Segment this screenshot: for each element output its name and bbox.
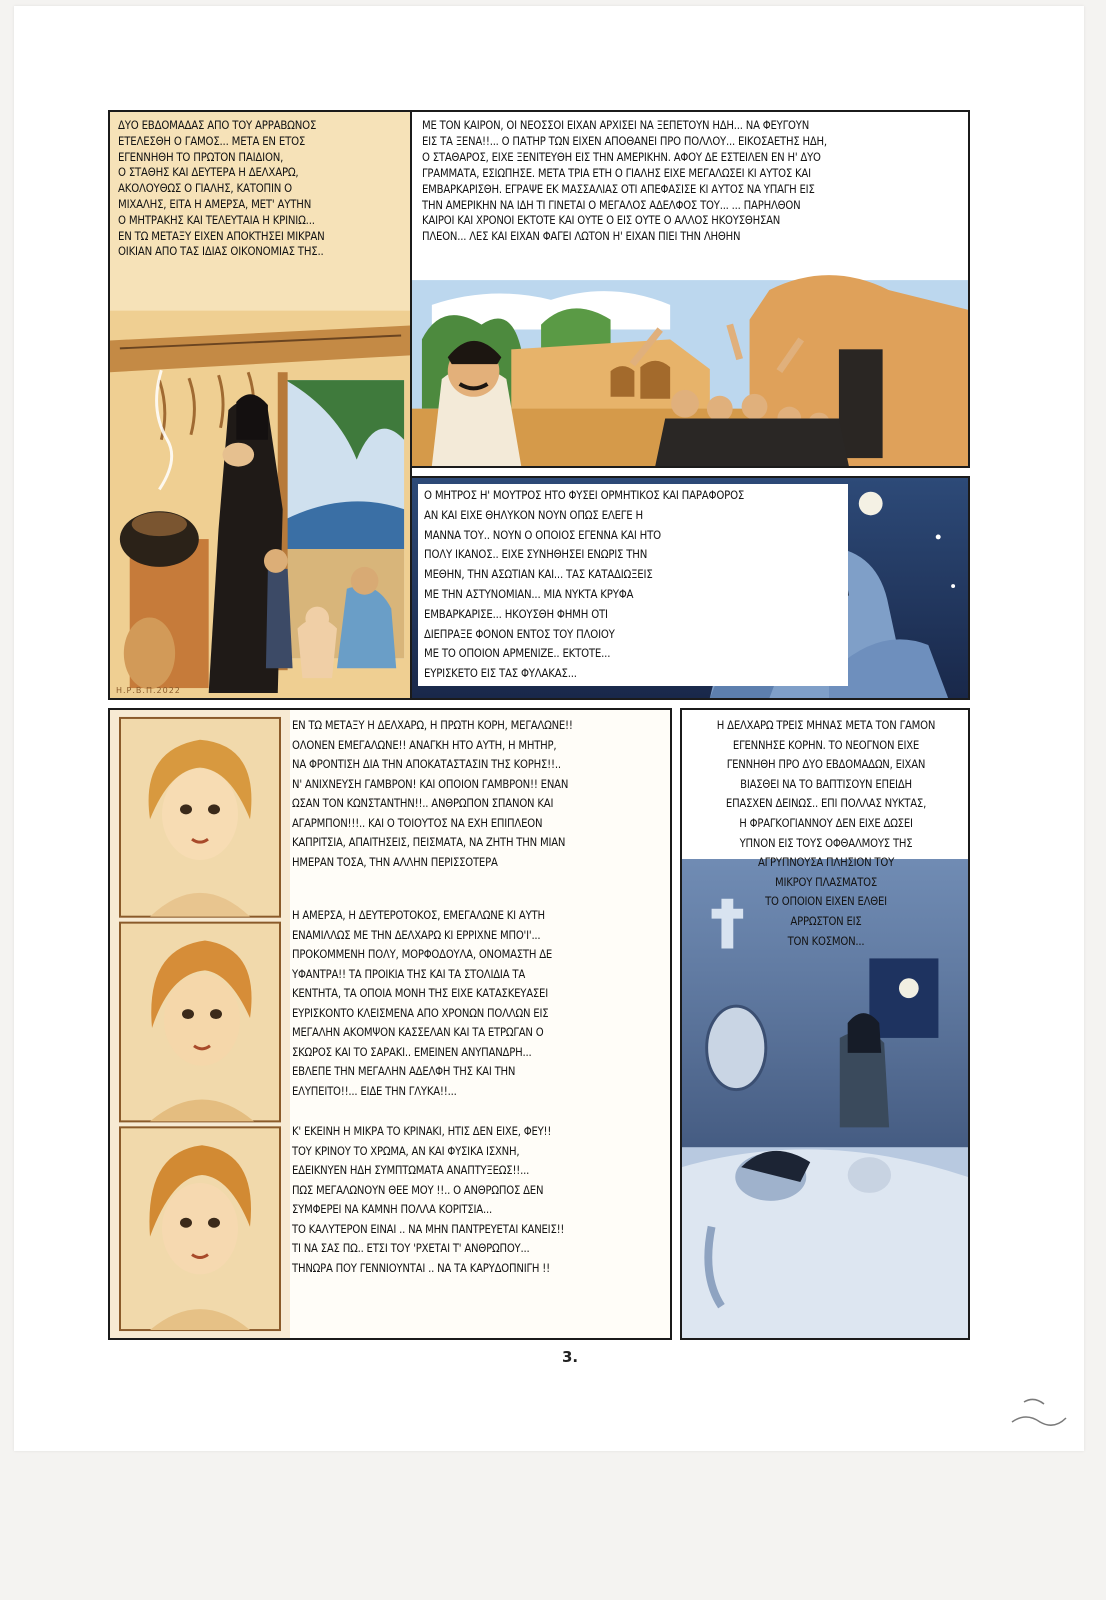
panel-2-caption: ΜΕ ΤΟΝ ΚΑΙΡΟΝ, ΟΙ ΝΕΟΣΣΟΙ ΕΙΧΑΝ ΑΡΧΙΣΕΙ ΝΑ ΞΕΠΕΤΟΥΝ ΗΔΗ... ΝΑ ΦΕΥΓΟΥΝ ΕΙΣ ΤΑ ΞΕΝΑ!!... Ο ΠΑΤΗΡ ΤΩΝ ΕΙΧΕΝ ΑΠΟΘΑΝΕΙ ΠΡΟ ΠΟΛΛΟΥ... ΕΙΚΟΣΑΕΤΗΣ ΗΔΗ, Ο ΣΤΑΘΑΡΟΣ, ΕΙΧΕ ΞΕΝΙΤΕΥΘΗ ΕΙΣ ΤΗΝ ΑΜΕΡΙΚΗΝ. ΑΦΟΥ ΔΕ ΕΣΤΕΙΛΕΝ ΕΝ Η' ΔΥΟ ΓΡΑΜΜΑΤΑ, ΕΣΙΩΠΗΣΕ. ΜΕΤΑ ΤΡΙΑ ΕΤΗ Ο ΓΙΑΛΗΣ ΕΙΧΕ ΜΕΓΑΛΩΣΕΙ ΚΙ ΑΥΤΟΣ ΚΑΙ ΕΜΒΑΡΚΑΡΙΣΘΗ. ΕΓΡΑΨΕ ΕΚ ΜΑΣΣΑΛΙΑΣ ΟΤΙ ΑΠΕΦΑΣΙΣΕ ΚΙ ΑΥΤΟΣ ΝΑ ΥΠΑΓΗ ΕΙΣ ΤΗΝ ΑΜΕΡΙΚΗΝ ΝΑ ΙΔΗ ΤΙ ΓΙΝΕΤΑΙ Ο ΜΕΓΑΛΟΣ ΑΔΕΛΦΟΣ ΤΟΥ... ... ΠΑΡΗΛΘΟΝ ΚΑΙΡΟΙ ΚΑΙ ΧΡΟΝΟΙ ΕΚΤΟΤΕ ΚΑΙ ΟΥΤΕ Ο ΕΙΣ ΟΥΤΕ Ο ΑΛΛΟΣ ΗΚΟΥΣΘΗΣΑΝ ΠΛΕΟΝ... ΛΕΣ ΚΑΙ ΕΙΧΑΝ ΦΑΓΕΙ ΛΩΤΟΝ Η' ΕΙΧΑΝ ΠΙΕΙ ΤΗΝ ΛΗΘΗΝ — [422, 118, 966, 245]
panel-4-caption-krinio: Κ' ΕΚΕΙΝΗ Η ΜΙΚΡΑ ΤΟ ΚΡΙΝΑΚΙ, ΗΤΙΣ ΔΕΝ ΕΙΧΕ, ΦΕΥ!! ΤΟΥ ΚΡΙΝΟΥ ΤΟ ΧΡΩΜΑ, ΑΝ ΚΑΙ ΦΥΣΙΚΑ ΙΣΧΝΗ, ΕΔΕΙΚΝΥΕΝ ΗΔΗ ΣΥΜΠΤΩΜΑΤΑ ΑΝΑΠΤΥΞΕΩΣ!!... ΠΩΣ ΜΕΓΑΛΩΝΟΥΝ ΘΕΕ ΜΟΥ !!.. Ο ΑΝΘΡΩΠΟΣ ΔΕΝ ΣΥΜΦΕΡΕΙ ΝΑ ΚΑΜΝΗ ΠΟΛΛΑ ΚΟΡΙΤΣΙΑ... ΤΟ ΚΑΛΥΤΕΡΟΝ ΕΙΝΑΙ .. ΝΑ ΜΗΝ ΠΑΝΤΡΕΥΕΤΑΙ ΚΑΝΕΙΣ!! ΤΙ ΝΑ ΣΑΣ ΠΩ.. ΕΤΣΙ ΤΟΥ 'ΡΧΕΤΑΙ Τ' ΑΝΘΡΩΠΟΥ... ΤΗΝΩΡΑ ΠΟΥ ΓΕΝΝΙΟΥΝΤΑΙ .. ΝΑ ΤΑ ΚΑΡΥΔΟΠΝΙΓΗ !! — [292, 1125, 565, 1275]
panel-1-caption: ΔΥΟ ΕΒΔΟΜΑΔΑΣ ΑΠΟ ΤΟΥ ΑΡΡΑΒΩΝΟΣ ΕΤΕΛΕΣΘΗ Ο ΓΑΜΟΣ... ΜΕΤΑ ΕΝ ΕΤΟΣ ΕΓΕΝΝΗΘΗ ΤΟ ΠΡΩΤΟΝ ΠΑΙΔΙΟΝ, Ο ΣΤΑΘΗΣ ΚΑΙ ΔΕΥΤΕΡΑ Η ΔΕΛΧΑΡΩ, ΑΚΟΛΟΥΘΩΣ Ο ΓΙΑΛΗΣ, ΚΑΤΟΠΙΝ Ο ΜΙΧΑΛΗΣ, ΕΙΤΑ Η ΑΜΕΡΣΑ, ΜΕΤ' ΑΥΤΗΝ Ο ΜΗΤΡΑΚΗΣ ΚΑΙ ΤΕΛΕΥΤΑΙΑ Η ΚΡΙΝΙΩ... ΕΝ ΤΩ ΜΕΤΑΞΥ ΕΙΧΕΝ ΑΠΟΚΤΗΣΕΙ ΜΙΚΡΑΝ ΟΙΚΙΑΝ ΑΠΟ ΤΑΣ ΙΔΙΑΣ ΟΙΚΟΝΟΜΙΑΣ ΤΗΣ.. — [118, 119, 325, 259]
panel-5-caption: Η ΔΕΛΧΑΡΩ ΤΡΕΙΣ ΜΗΝΑΣ ΜΕΤΑ ΤΟΝ ΓΑΜΟΝ ΕΓΕΝΝΗΣΕ ΚΟΡΗΝ. ΤΟ ΝΕΟΓΝΟΝ ΕΙΧΕ ΓΕΝΝΗΘΗ ΠΡΟ ΔΥΟ ΕΒΔΟΜΑΔΩΝ, ΕΙΧΑΝ ΒΙΑΣΘΕΙ ΝΑ ΤΟ ΒΑΠΤΙΣΟΥΝ ΕΠΕΙΔΗ ΕΠΑΣΧΕΝ ΔΕΙΝΩΣ.. ΕΠΙ ΠΟΛΛΑΣ ΝΥΚΤΑΣ, Η ΦΡΑΓΚΟΓΙΑΝΝΟΥ ΔΕΝ ΕΙΧΕ ΔΩΣΕΙ ΥΠΝΟΝ ΕΙΣ ΤΟΥΣ ΟΦΘΑΛΜΟΥΣ ΤΗΣ ΑΓΡΥΠΝΟΥΣΑ ΠΛΗΣΙΟΝ ΤΟΥ ΜΙΚΡΟΥ ΠΛΑΣΜΑΤΟΣ ΤΟ ΟΠΟΙΟΝ ΕΙΧΕΝ ΕΛΘΕΙ ΑΡΡΩΣΤΟΝ ΕΙΣ ΤΟΝ ΚΟΣΜΟΝ... — [716, 719, 936, 948]
panel-4-caption-delcharo: ΕΝ ΤΩ ΜΕΤΑΞΥ Η ΔΕΛΧΑΡΩ, Η ΠΡΩΤΗ ΚΟΡΗ, ΜΕΓΑΛΩΝΕ!! ΟΛΟΝΕΝ ΕΜΕΓΑΛΩΝΕ!! ΑΝΑΓΚΗ ΗΤΟ ΑΥΤΗ, Η ΜΗΤΗΡ, ΝΑ ΦΡΟΝΤΙΣΗ ΔΙΑ ΤΗΝ ΑΠΟΚΑΤΑΣΤΑΣΙΝ ΤΗΣ ΚΟΡΗΣ!!.. Ν' ΑΝΙΧΝΕΥΣΗ ΓΑΜΒΡΟΝ! ΚΑΙ ΟΠΟΙΟΝ ΓΑΜΒΡΟΝ!! ΕΝΑΝ ΩΣΑΝ ΤΟΝ ΚΩΝΣΤΑΝΤΗΝ!!.. ΑΝΘΡΩΠΟΝ ΣΠΑΝΟΝ ΚΑΙ ΑΓΑΡΜΠΟΝ!!!.. ΚΑΙ Ο ΤΟΙΟΥΤΟΣ ΝΑ ΕΧΗ ΕΠΙΠΛΕΟΝ ΚΑΠΡΙΤΣΙΑ, ΑΠΑΙΤΗΣΕΙΣ, ΠΕΙΣΜΑΤΑ, ΝΑ ΖΗΤΗ ΤΗΝ ΜΙΑΝ ΗΜΕΡΑΝ ΤΟΣΑ, ΤΗΝ ΑΛΛΗΝ ΠΕΡΙΣΣΟΤΕΡΑ — [292, 719, 573, 869]
panel-mother-and-children — [108, 110, 412, 700]
artist-signature: Η.Ρ.Β.Π.2022 — [116, 686, 181, 695]
panel-village-farewell — [410, 110, 970, 468]
page-number: 3. — [562, 1348, 579, 1366]
panel-3-caption: Ο ΜΗΤΡΟΣ Η' ΜΟΥΤΡΟΣ ΗΤΟ ΦΥΣΕΙ ΟΡΜΗΤΙΚΟΣ ΚΑΙ ΠΑΡΑΦΟΡΟΣ ΑΝ ΚΑΙ ΕΙΧΕ ΘΗΛΥΚΟΝ ΝΟΥΝ ΟΠΩΣ ΕΛΕΓΕ Η ΜΑΝΝΑ ΤΟΥ.. ΝΟΥΝ Ο ΟΠΟΙΟΣ ΕΓΕΝΝΑ ΚΑΙ ΗΤΟ ΠΟΛΥ ΙΚΑΝΟΣ.. ΕΙΧΕ ΣΥΝΗΘΗΣΕΙ ΕΝΩΡΙΣ ΤΗΝ ΜΕΘΗΝ, ΤΗΝ ΑΣΩΤΙΑΝ ΚΑΙ... ΤΑΣ ΚΑΤΑΔΙΩΞΕΙΣ ΜΕ ΤΗΝ ΑΣΤΥΝΟΜΙΑΝ... ΜΙΑ ΝΥΚΤΑ ΚΡΥΦΑ ΕΜΒΑΡΚΑΡΙΣΕ... ΗΚΟΥΣΘΗ ΦΗΜΗ ΟΤΙ ΔΙΕΠΡΑΞΕ ΦΟΝΟΝ ΕΝΤΟΣ ΤΟΥ ΠΛΟΙΟΥ ΜΕ ΤΟ ΟΠΟΙΟΝ ΑΡΜΕΝΙΖΕ.. ΕΚΤΟΤΕ... ΕΥΡΙΣΚΕΤΟ ΕΙΣ ΤΑΣ ΦΥΛΑΚΑΣ... — [418, 484, 848, 686]
pencil-note-mark — [1004, 1392, 1074, 1432]
panel-three-daughters — [108, 708, 672, 1340]
panel-4-caption-amersa: Η ΑΜΕΡΣΑ, Η ΔΕΥΤΕΡΟΤΟΚΟΣ, ΕΜΕΓΑΛΩΝΕ ΚΙ ΑΥΤΗ ΕΝΑΜΙΛΛΩΣ ΜΕ ΤΗΝ ΔΕΛΧΑΡΩ ΚΙ ΕΡΡΙΧΝΕ ΜΠΟ'Ι'... ΠΡΟΚΟΜΜΕΝΗ ΠΟΛΥ, ΜΟΡΦΟΔΟΥΛΑ, ΟΝΟΜΑΣΤΗ ΔΕ ΥΦΑΝΤΡΑ!! ΤΑ ΠΡΟΙΚΙΑ ΤΗΣ ΚΑΙ ΤΑ ΣΤΟΛΙΔΙΑ ΤΑ ΚΕΝΤΗΤΑ, ΤΑ ΟΠΟΙΑ ΜΟΝΗ ΤΗΣ ΕΙΧΕ ΚΑΤΑΣΚΕΥΑΣΕΙ ΕΥΡΙΣΚΟΝΤΟ ΚΛΕΙΣΜΕΝΑ ΑΠΟ ΧΡΟΝΩΝ ΠΟΛΛΩΝ ΕΙΣ ΜΕΓΑΛΗΝ ΑΚΟΜΨΟΝ ΚΑΣΣΕΛΑΝ ΚΑΙ ΤΑ ΕΤΡΩΓΑΝ Ο ΣΚΩΡΟΣ ΚΑΙ ΤΟ ΣΑΡΑΚΙ.. ΕΜΕΙΝΕΝ ΑΝΥΠΑΝΔΡΗ... ΕΒΛΕΠΕ ΤΗΝ ΜΕΓΑΛΗΝ ΑΔΕΛΦΗ ΤΗΣ ΚΑΙ ΤΗΝ ΕΛΥΠΕΙΤΟ!!... ΕΙΔΕ ΤΗΝ ΓΛΥΚΑ!!... — [292, 909, 553, 1098]
panel-4-portraits — [110, 710, 290, 1338]
panel-sick-newborn — [680, 708, 970, 1340]
comic-page — [14, 6, 1084, 1451]
panel-mitros-night — [410, 476, 970, 700]
